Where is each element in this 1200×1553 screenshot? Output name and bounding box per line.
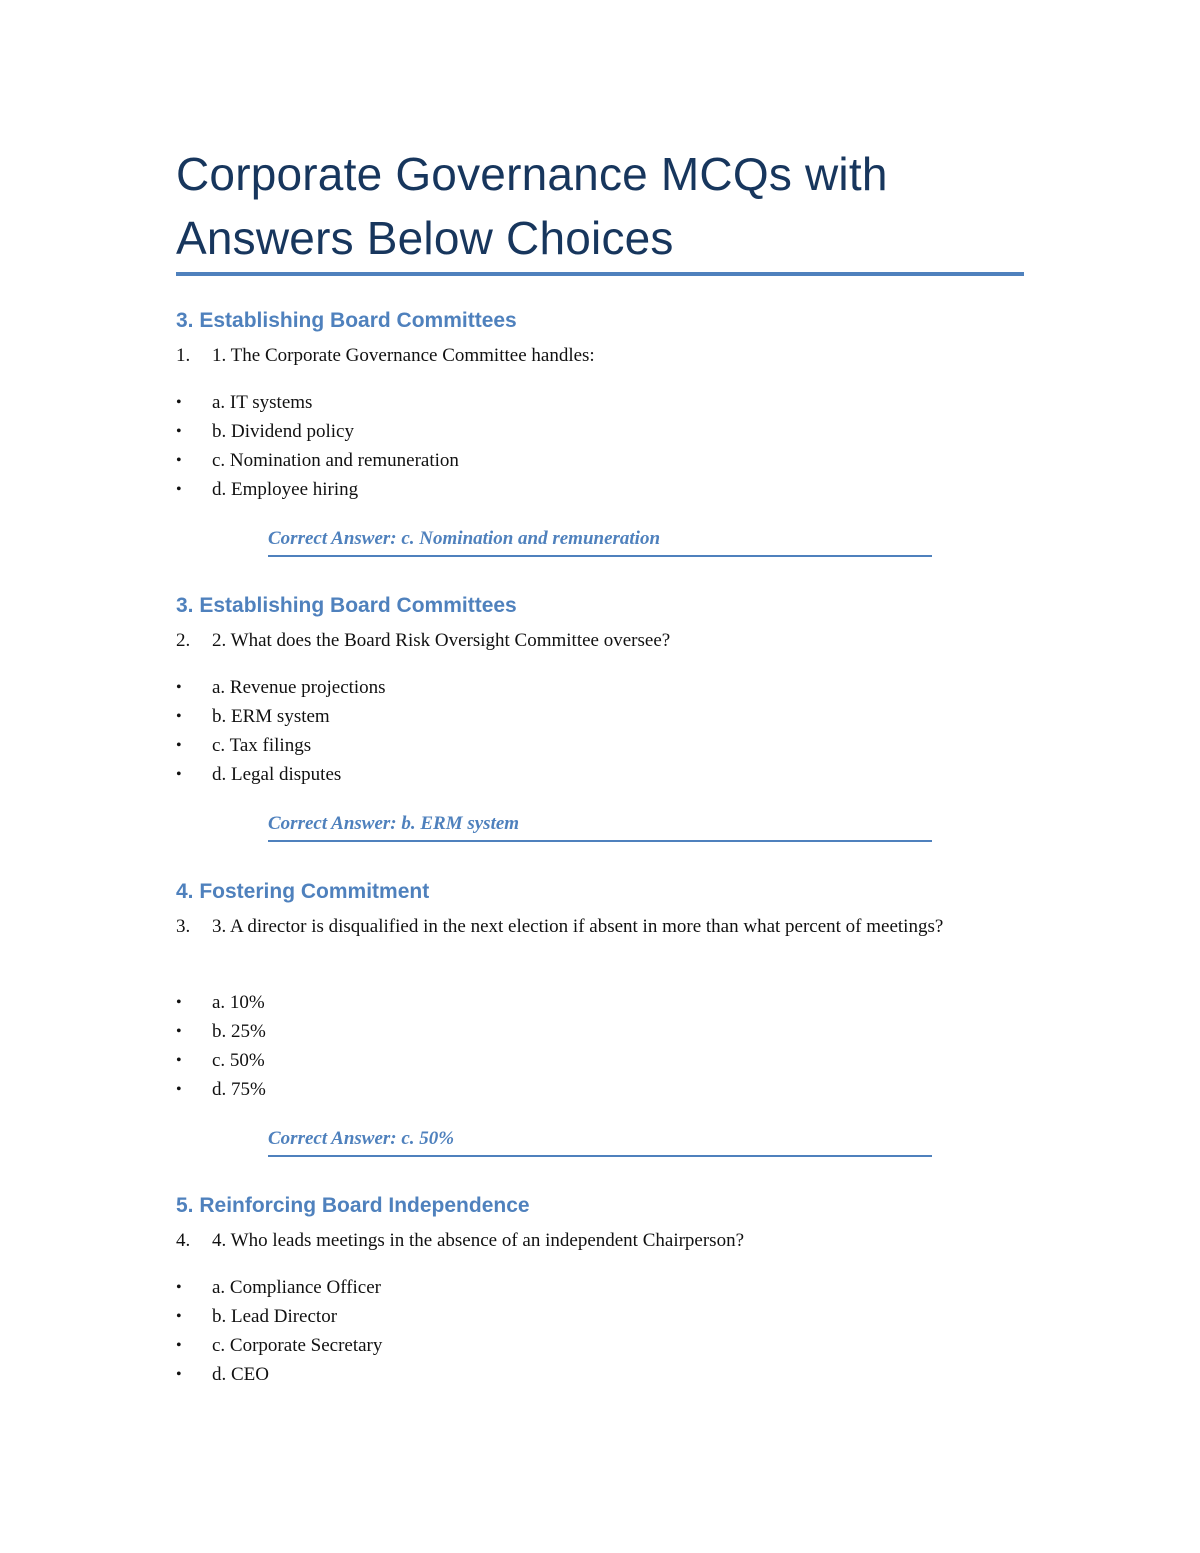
bullet-icon: • [176, 994, 182, 1011]
document-title: Corporate Governance MCQs with Answers Below Choices [176, 148, 888, 264]
option-label: a. IT systems [212, 392, 313, 413]
option-label: b. Dividend policy [212, 421, 354, 442]
bullet-icon: • [176, 1081, 182, 1098]
question-number: 1. [176, 345, 191, 366]
question-number: 2. [176, 630, 191, 651]
option-label: d. Legal disputes [212, 764, 342, 785]
bullet-icon: • [176, 1337, 182, 1354]
question-text: 4. Who leads meetings in the absence of an independent Chairperson? [212, 1230, 745, 1251]
correct-answer: Correct Answer: c. Nomination and remuneration [268, 527, 932, 557]
option-label: a. Compliance Officer [212, 1277, 381, 1298]
bullet-icon: • [176, 1279, 182, 1296]
option-label: a. 10% [212, 992, 265, 1013]
option-label: c. Tax filings [212, 735, 312, 756]
option-label: b. ERM system [212, 706, 330, 727]
bullet-icon: • [176, 423, 182, 440]
section-heading: 5. Reinforcing Board Independence [176, 1194, 530, 1217]
question-number: 3. [176, 916, 191, 937]
correct-answer: Correct Answer: c. 50% [268, 1127, 932, 1157]
option-label: b. Lead Director [212, 1306, 338, 1327]
bullet-icon: • [176, 481, 182, 498]
title-divider [176, 272, 1024, 276]
option-label: d. 75% [212, 1079, 266, 1100]
option-label: a. Revenue projections [212, 677, 386, 698]
bullet-icon: • [176, 679, 182, 696]
bullet-icon: • [176, 766, 182, 783]
question-number: 4. [176, 1230, 191, 1251]
bullet-icon: • [176, 452, 182, 469]
correct-answer: Correct Answer: b. ERM system [268, 812, 932, 842]
section-heading: 3. Establishing Board Committees [176, 594, 517, 617]
option-label: d. CEO [212, 1364, 269, 1385]
bullet-icon: • [176, 1308, 182, 1325]
section-heading: 4. Fostering Commitment [176, 880, 430, 903]
bullet-icon: • [176, 394, 182, 411]
option-label: c. Corporate Secretary [212, 1335, 383, 1356]
question-text: 3. A director is disqualified in the next election if absent in more than what percent of meetings? [212, 916, 944, 937]
section-heading: 3. Establishing Board Committees [176, 309, 517, 332]
option-label: c. 50% [212, 1050, 265, 1071]
bullet-icon: • [176, 737, 182, 754]
question-text: 1. The Corporate Governance Committee handles: [212, 345, 595, 366]
option-label: d. Employee hiring [212, 479, 359, 500]
bullet-icon: • [176, 1366, 182, 1383]
bullet-icon: • [176, 1023, 182, 1040]
bullet-icon: • [176, 708, 182, 725]
bullet-icon: • [176, 1052, 182, 1069]
option-label: c. Nomination and remuneration [212, 450, 459, 471]
option-label: b. 25% [212, 1021, 266, 1042]
question-text: 2. What does the Board Risk Oversight Committee oversee? [212, 630, 671, 651]
